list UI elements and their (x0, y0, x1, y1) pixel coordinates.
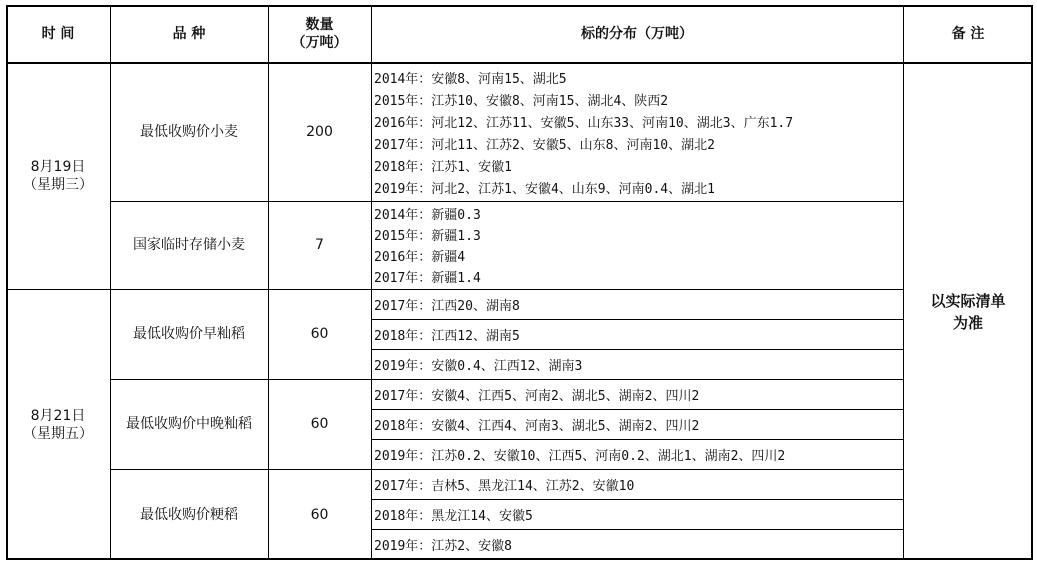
border (110, 5, 111, 560)
header-time: 时 间 (41, 26, 75, 42)
variety-quantity: 60 (310, 326, 329, 342)
border (110, 379, 903, 380)
border (371, 319, 903, 320)
variety-name: 国家临时存储小麦 (133, 237, 245, 253)
header-distribution: 标的分布（万吨） (581, 26, 693, 42)
distribution-line: 2016年：河北12、江苏11、安徽5、山东33、河南10、湖北3、广东1.7 (374, 115, 794, 131)
variety-quantity: 7 (315, 237, 324, 253)
border (268, 5, 269, 560)
border (6, 558, 1033, 560)
variety-name: 最低收购价粳稻 (140, 506, 238, 523)
distribution-line: 2018年：江苏1、安徽1 (374, 159, 512, 175)
distribution-line: 2018年：江西12、湖南5 (374, 328, 520, 344)
distribution-line: 2019年：河北2、江苏1、安徽4、山东9、河南0.4、湖北1 (374, 181, 715, 197)
border (903, 5, 904, 560)
date-cell-group-2: 8月21日 （星期五） (23, 407, 93, 442)
border (110, 201, 903, 202)
border (371, 499, 903, 500)
border (110, 469, 903, 470)
distribution-line: 2019年：江苏0.2、安徽10、江西5、河南0.2、湖北1、湖南2、四川2 (374, 448, 786, 464)
border (1031, 5, 1033, 560)
variety-quantity: 60 (310, 506, 329, 523)
header-remark: 备 注 (951, 26, 985, 42)
distribution-line: 2017年：新疆1.4 (374, 271, 481, 286)
variety-name: 最低收购价中晚籼稻 (126, 416, 252, 432)
border (371, 349, 903, 350)
variety-name: 最低收购价早籼稻 (133, 326, 245, 342)
border (6, 5, 8, 560)
distribution-line: 2019年：安徽0.4、江西12、湖南3 (374, 358, 583, 374)
border (6, 62, 1033, 64)
distribution-line: 2018年：安徽4、江西4、河南3、湖北5、湖南2、四川2 (374, 418, 700, 434)
border (371, 439, 903, 440)
distribution-line: 2019年：江苏2、安徽8 (374, 539, 512, 554)
border (6, 5, 1033, 7)
distribution-line: 2015年：新疆1.3 (374, 229, 481, 244)
border (6, 289, 903, 290)
distribution-list (371, 66, 903, 198)
distribution-line: 2018年：黑龙江14、安徽5 (374, 508, 533, 524)
variety-quantity: 200 (306, 124, 333, 140)
date-cell-group-1: 8月19日 （星期三） (23, 159, 93, 193)
remark-cell: 以实际清单 为准 (930, 291, 1006, 332)
header-variety: 品 种 (172, 26, 206, 42)
variety-quantity: 60 (310, 416, 329, 432)
border (371, 5, 372, 560)
distribution-list (371, 203, 903, 287)
distribution-line: 2016年：新疆4 (374, 250, 466, 265)
distribution-line: 2017年：安徽4、江西5、河南2、湖北5、湖南2、四川2 (374, 388, 700, 404)
border (371, 529, 903, 530)
border (371, 409, 903, 410)
distribution-line: 2015年：江苏10、安徽8、河南15、湖北4、陕西2 (374, 93, 669, 109)
distribution-line: 2017年：江西20、湖南8 (374, 298, 520, 314)
distribution-line: 2014年：安徽8、河南15、湖北5 (374, 71, 567, 87)
distribution-line: 2017年：吉林5、黑龙江14、江苏2、安徽10 (374, 478, 635, 494)
variety-name: 最低收购价小麦 (140, 124, 238, 140)
auction-schedule-table (6, 5, 1033, 560)
header-quantity: 数量 （万吨） (291, 17, 348, 51)
distribution-line: 2017年：河北11、江苏2、安徽5、山东8、河南10、湖北2 (374, 137, 715, 153)
distribution-line: 2014年：新疆0.3 (374, 208, 481, 223)
